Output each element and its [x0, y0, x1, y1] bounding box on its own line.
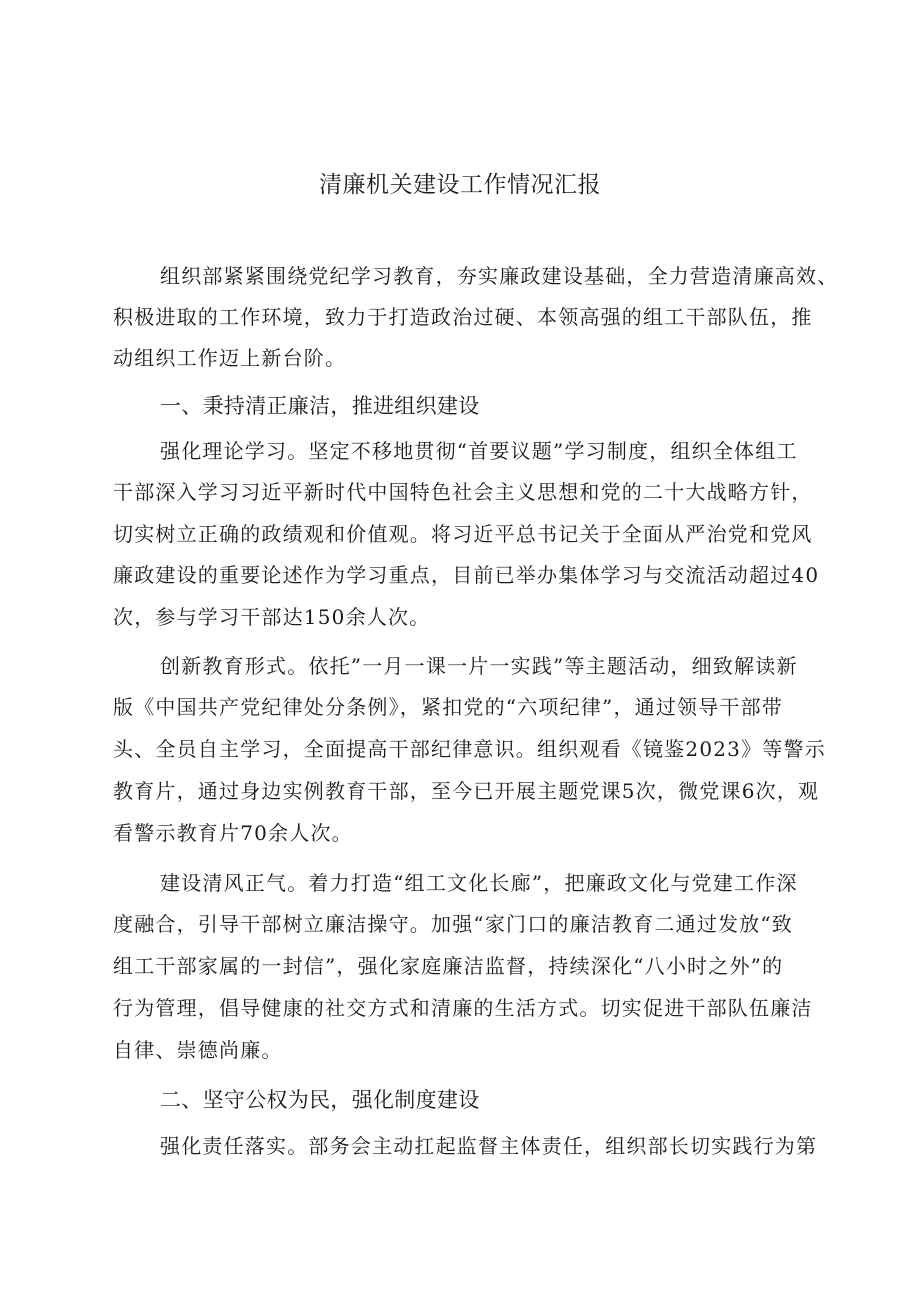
- intro-line: 积极进取的工作环境，致力于打造政治过硬、本领高强的组工干部队伍，推: [113, 305, 813, 329]
- paragraph-line: 强化责任落实。部务会主动扛起监督主体责任，组织部长切实践行为第: [160, 1134, 818, 1158]
- section-heading: 二、坚守公权为民，强化制度建设: [160, 1088, 480, 1112]
- paragraph-line: 版《中国共产党纪律处分条例》，紧扣党的“六项纪律”，通过领导干部带: [113, 695, 784, 719]
- paragraph-line: 度融合，引导干部树立廉洁操守。加强“家门口的廉洁教育二通过发放“致: [113, 912, 794, 936]
- document-title: 清廉机关建设工作情况汇报: [319, 172, 601, 198]
- paragraph-line: 创新教育形式。依托”一月一课一片一实践”等主题活动，细致解读新: [160, 654, 798, 678]
- paragraph-line: 看警示教育片70余人次。: [113, 821, 353, 845]
- paragraph-line: 头、全员自主学习，全面提高干部纪律意识。组织观看《镜鉴2023》等警示: [113, 737, 826, 761]
- paragraph-line: 次，参与学习干部达150余人次。: [113, 605, 431, 629]
- paragraph-line: 教育片，通过身边实例教育干部，至今已开展主题党课5次，微党课6次，观: [113, 779, 820, 803]
- intro-line: 组织部紧紧围绕党纪学习教育，夯实廉政建设基础，全力营造清廉高效、: [160, 264, 839, 288]
- paragraph-line: 组工干部家属的一封信”，强化家庭廉洁监督，持续深化“八小时之外”的: [113, 954, 784, 978]
- paragraph-line: 行为管理，倡导健康的社交方式和清廉的生活方式。切实促进干部队伍廉洁: [113, 996, 813, 1020]
- paragraph-line: 干部深入学习习近平新时代中国特色社会主义思想和党的二十大战略方针，: [113, 480, 813, 504]
- paragraph-line: 自律、崇德尚廉。: [113, 1038, 283, 1062]
- paragraph-line: 切实树立正确的政绩观和价值观。将习近平总书记关于全面从严治党和党风: [113, 522, 813, 546]
- intro-line: 动组织工作迈上新台阶。: [113, 346, 347, 370]
- paragraph-line: 建设清风正气。着力打造“组工文化长廊”，把廉政文化与党建工作深: [160, 871, 798, 895]
- paragraph-line: 强化理论学习。坚定不移地贯彻“首要议题”学习制度，组织全体组工: [160, 439, 798, 463]
- section-heading: 一、秉持清正廉洁，推进组织建设: [160, 394, 480, 418]
- paragraph-line: 廉政建设的重要论述作为学习重点，目前已举办集体学习与交流活动超过40: [113, 563, 820, 587]
